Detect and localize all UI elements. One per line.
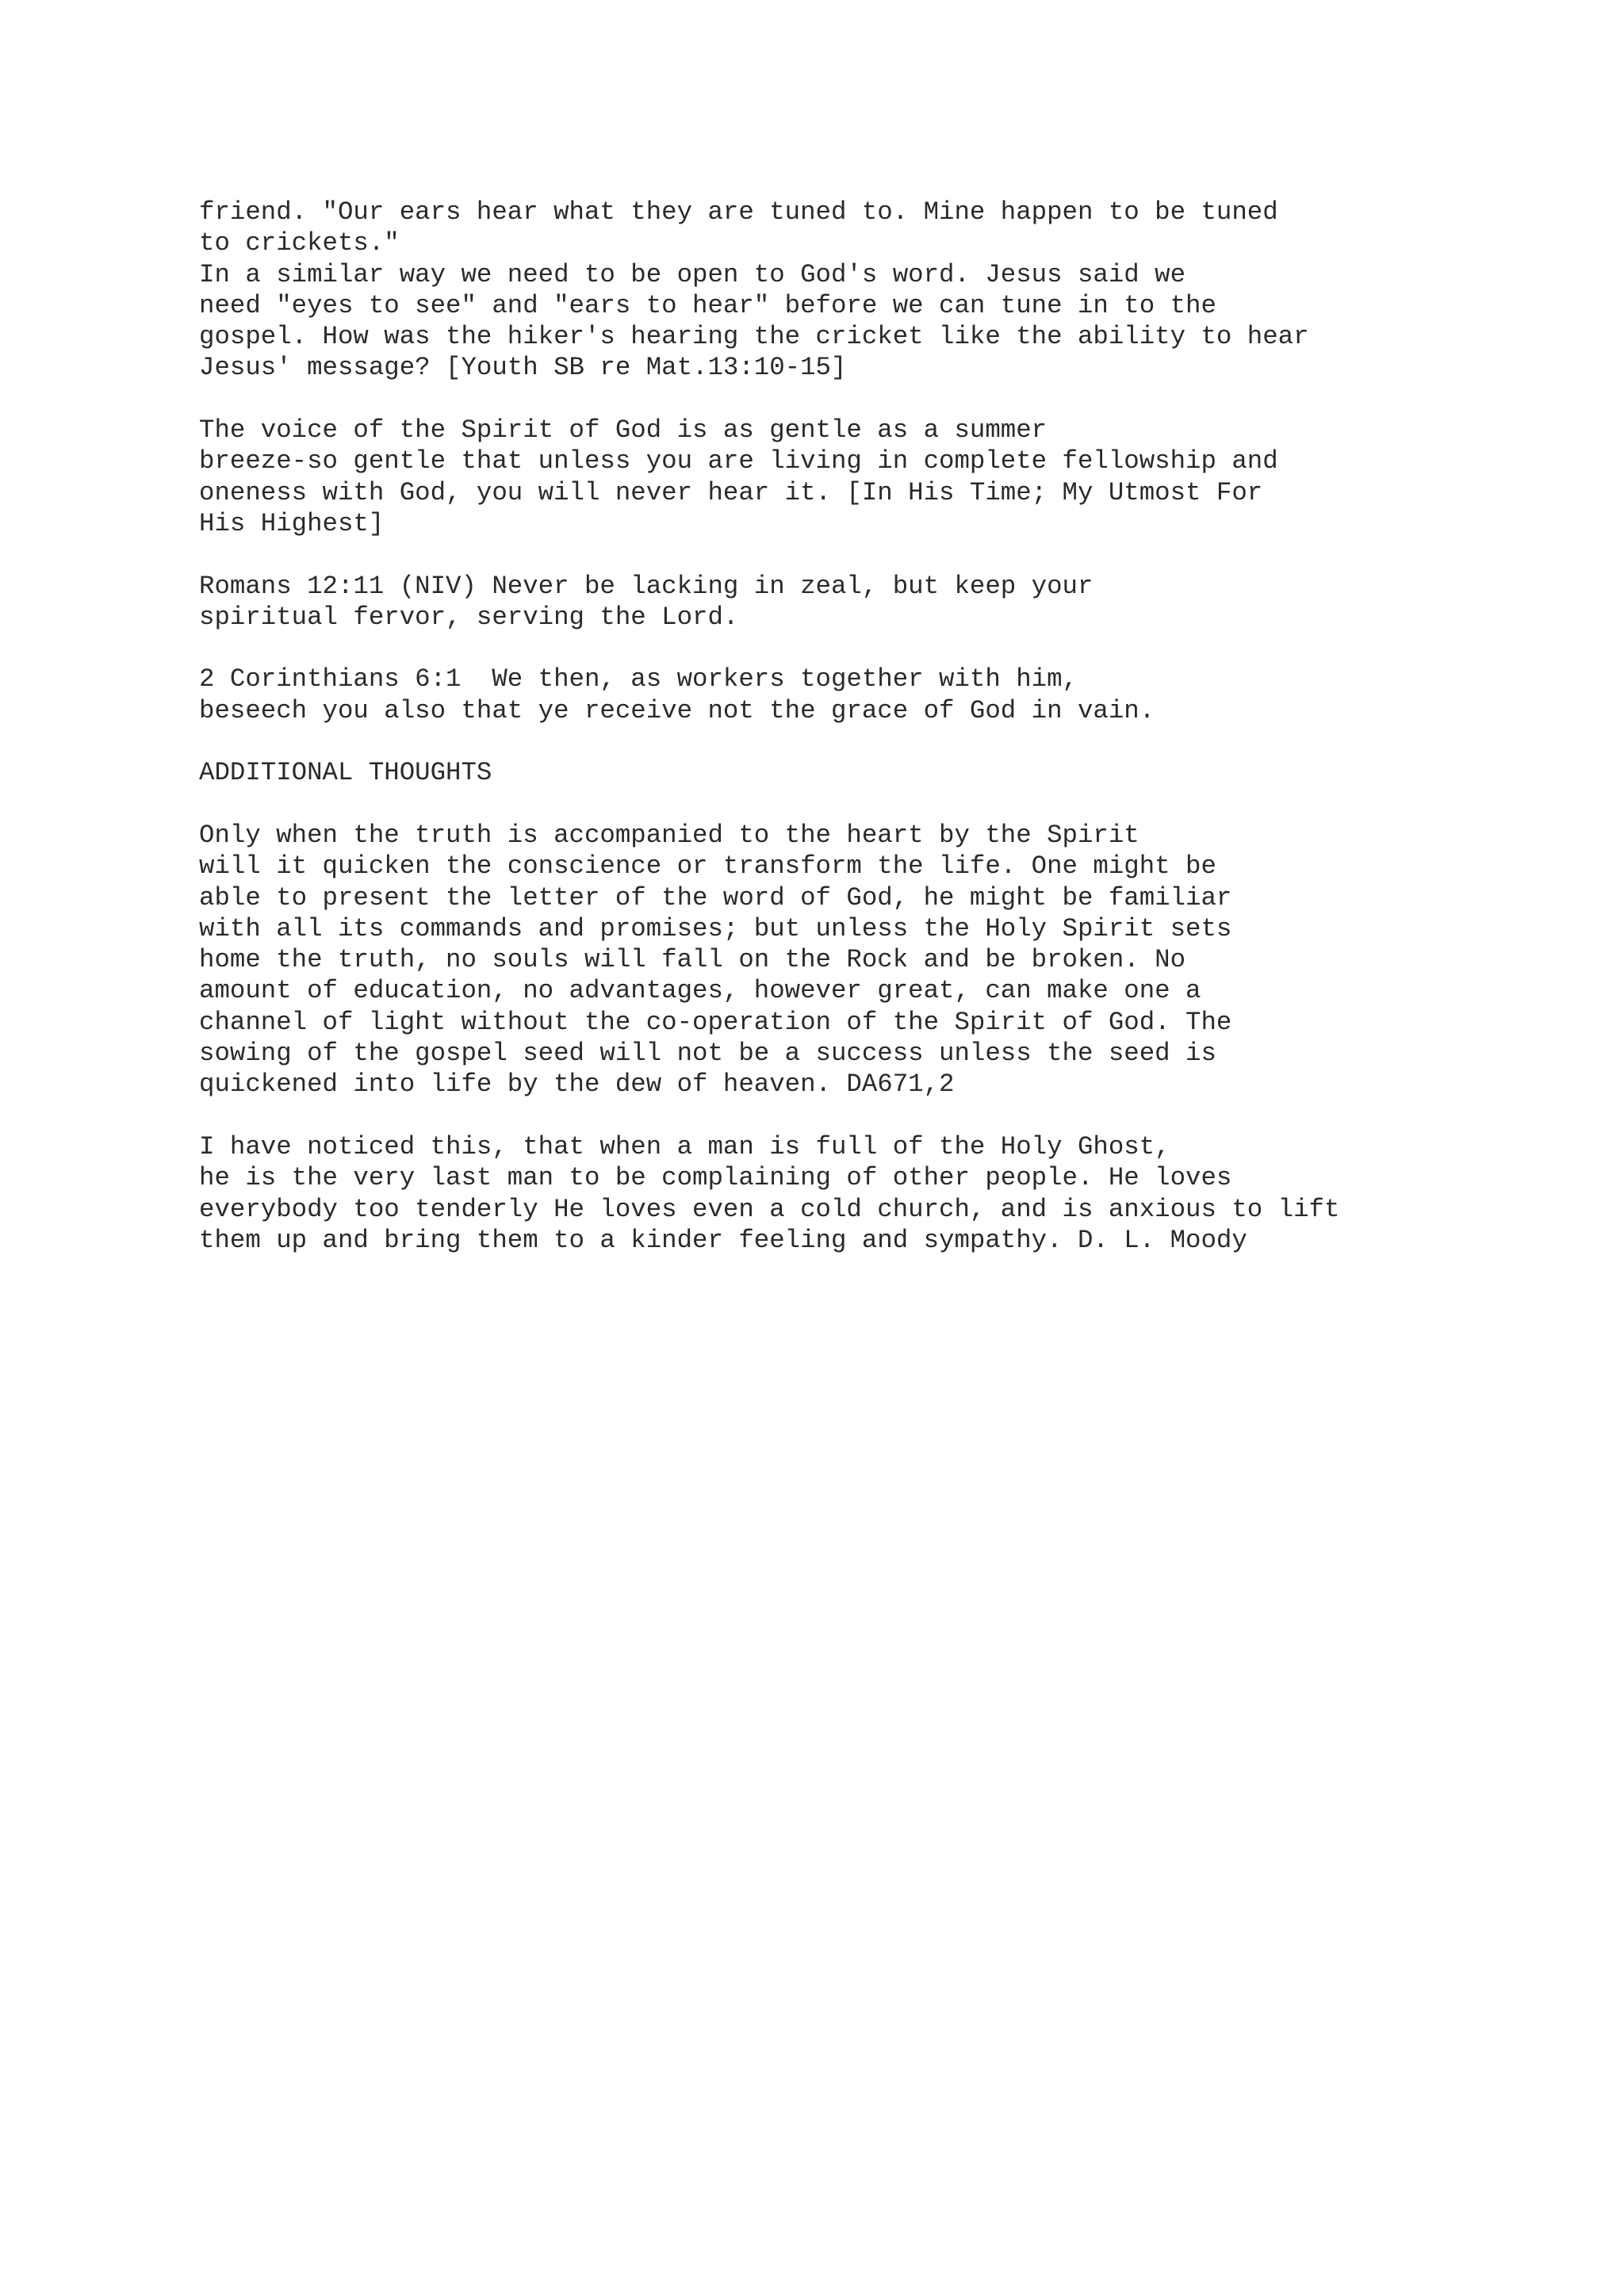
text-line: amount of education, no advantages, however great, can make one a	[199, 976, 1201, 1006]
text-line: In a similar way we need to be open to God's word. Jesus said we	[199, 259, 1186, 289]
text-line: Only when the truth is accompanied to the heart by the Spirit	[199, 820, 1139, 850]
text-line: able to present the letter of the word of God, he might be familiar	[199, 882, 1232, 913]
paragraph-moody-quote	[199, 1131, 1547, 1256]
text-line: he is the very last man to be complaining of other people. He loves	[199, 1163, 1232, 1193]
heading-text: ADDITIONAL THOUGHTS	[199, 758, 492, 788]
text-line: spiritual fervor, serving the Lord.	[199, 602, 739, 632]
paragraph-voice-of-spirit	[199, 415, 1547, 539]
text-line: I have noticed this, that when a man is full of the Holy Ghost,	[199, 1131, 1170, 1161]
text-line: His Highest]	[199, 508, 385, 538]
text-line: everybody too tenderly He loves even a cold church, and is anxious to lift	[199, 1194, 1340, 1224]
text-line: Jesus' message? [Youth SB re Mat.13:10-15]	[199, 353, 847, 383]
text-line: beseech you also that ye receive not the grace of God in vain.	[199, 695, 1155, 725]
text-line: breeze-so gentle that unless you are living in complete fellowship and	[199, 446, 1278, 476]
text-line: oneness with God, you will never hear it. [In His Time; My Utmost For	[199, 477, 1263, 507]
text-line: home the truth, no souls will fall on the Rock and be broken. No	[199, 945, 1186, 975]
text-line: channel of light without the co-operation of the Spirit of God. The	[199, 1007, 1232, 1037]
paragraph-cricket-illustration	[199, 197, 1547, 384]
paragraph-romans-verse	[199, 571, 1547, 633]
text-line: sowing of the gospel seed will not be a success unless the seed is	[199, 1039, 1216, 1069]
text-line: will it quicken the conscience or transform the life. One might be	[199, 851, 1216, 882]
text-line: gospel. How was the hiker's hearing the cricket like the ability to hear	[199, 322, 1309, 352]
document-body	[199, 197, 1547, 1287]
text-line: them up and bring them to a kinder feeling and sympathy. D. L. Moody	[199, 1225, 1247, 1255]
text-line: friend. "Our ears hear what they are tuned to. Mine happen to be tuned	[199, 197, 1278, 227]
section-heading-additional-thoughts	[199, 757, 1547, 788]
text-line: with all its commands and promises; but unless the Holy Spirit sets	[199, 913, 1232, 943]
text-line: to crickets."	[199, 228, 400, 258]
paragraph-corinthians-verse	[199, 664, 1547, 726]
text-line: Romans 12:11 (NIV) Never be lacking in zeal, but keep your	[199, 571, 1094, 601]
text-line: The voice of the Spirit of God is as gentle as a summer	[199, 415, 1048, 446]
text-line: 2 Corinthians 6:1 We then, as workers together with him,	[199, 664, 1078, 695]
text-line: quickened into life by the dew of heaven. DA671,2	[199, 1070, 955, 1100]
paragraph-truth-and-spirit	[199, 820, 1547, 1100]
text-line: need "eyes to see" and "ears to hear" before we can tune in to the	[199, 290, 1216, 320]
